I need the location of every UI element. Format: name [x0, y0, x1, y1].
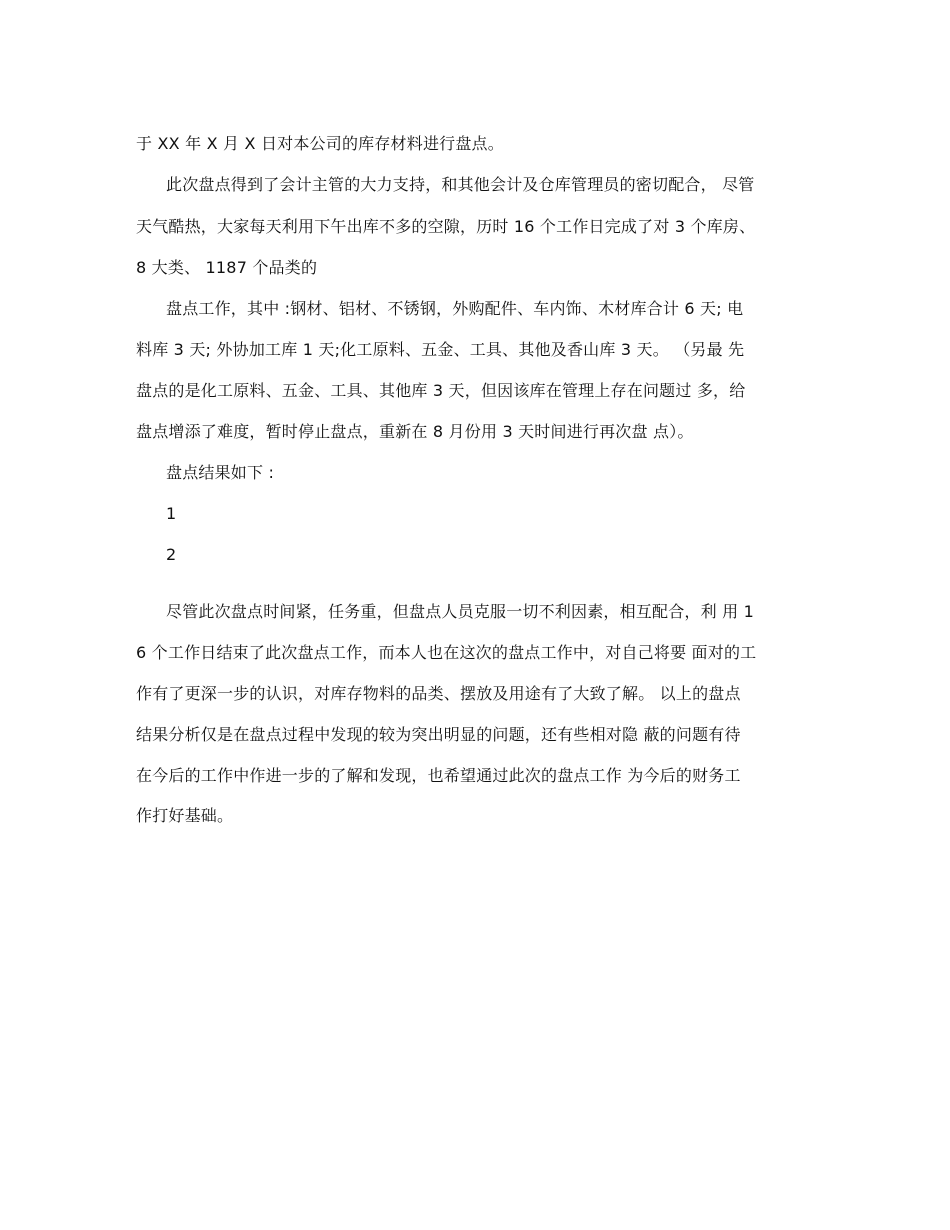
text-line: 料库 3 天; 外协加工库 1 天;化工原料、五金、工具、其他及香山库 3 天。 （另最 先: [136, 340, 745, 359]
text-line: 于 XX 年 X 月 X 日对本公司的库存材料进行盘点。: [136, 134, 504, 153]
text-line: 盘点增添了难度，暂时停止盘点，重新在 8 月份用 3 天时间进行再次盘 点）。: [136, 422, 694, 441]
text-line: 6 个工作日结束了此次盘点工作，而本人也在这次的盘点工作中，对自己将要 面对的工: [136, 643, 757, 662]
list-number: 2: [166, 545, 177, 564]
text-line: 此次盘点得到了会计主管的大力支持，和其他会计及仓库管理员的密切配合， 尽管: [166, 175, 755, 194]
text-line: 尽管此次盘点时间紧，任务重，但盘点人员克服一切不利因素，相互配合，利 用 1: [166, 602, 754, 621]
text-line: 8 大类、 1187 个品类的: [136, 258, 318, 277]
text-line: 在今后的工作中作进一步的了解和发现，也希望通过此次的盘点工作 为今后的财务工: [136, 766, 741, 785]
text-line: 盘点工作，其中 :钢材、铝材、不锈钢，外购配件、车内饰、木材库合计 6 天; 电: [166, 299, 744, 318]
text-line: 作有了更深一步的认识，对库存物料的品类、摆放及用途有了大致了解。 以上的盘点: [136, 684, 741, 703]
text-line: 作打好基础。: [136, 806, 234, 825]
text-line: 天气酷热，大家每天利用下午出库不多的空隙，历时 16 个工作日完成了对 3 个库房、: [136, 217, 756, 236]
text-line: 盘点的是化工原料、五金、工具、其他库 3 天，但因该库在管理上存在问题过 多，给: [136, 381, 746, 400]
text-line: 结果分析仅是在盘点过程中发现的较为突出明显的问题，还有些相对隐 蔽的问题有待: [136, 725, 741, 744]
section-heading: 盘点结果如下 :: [166, 463, 275, 482]
list-number: 1: [166, 504, 177, 523]
